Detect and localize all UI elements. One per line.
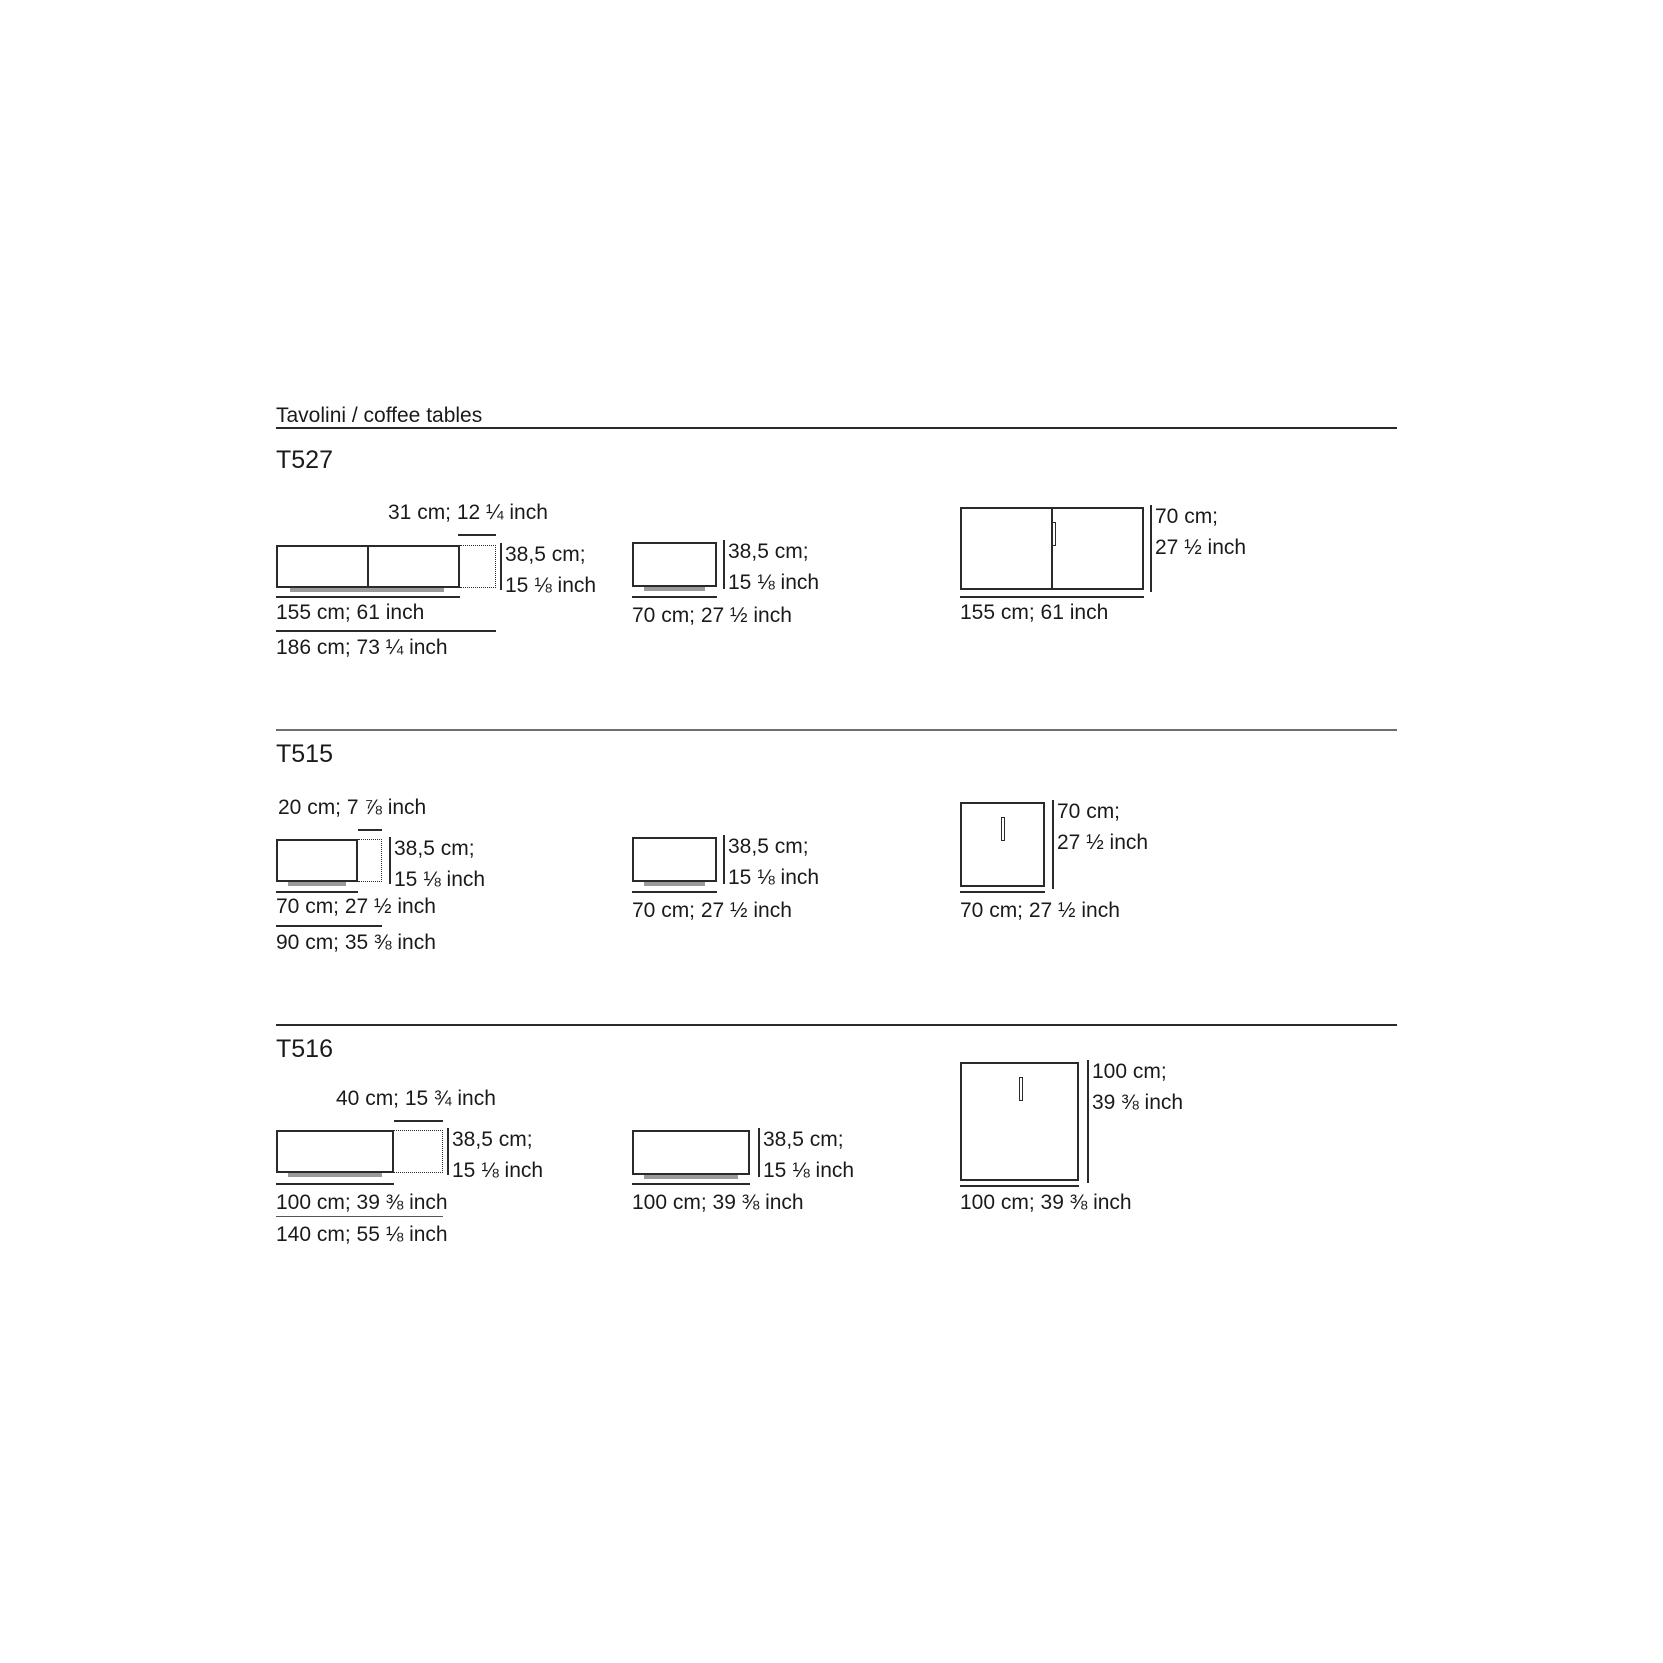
table-base	[290, 588, 444, 592]
depth-label: 70 cm; 27 ½ inch	[632, 604, 792, 627]
height-inch-label: 15 ⅛ inch	[728, 866, 820, 889]
extension-depth-label: 31 cm; 12 ¼ inch	[388, 501, 548, 524]
depth-ruler	[1087, 1060, 1089, 1183]
width-closed-label: 155 cm; 61 inch	[276, 601, 425, 624]
page-title: Tavolini / coffee tables	[276, 404, 483, 427]
handle-icon	[1052, 522, 1056, 546]
height-ruler	[758, 1128, 760, 1177]
width-closed-ruler	[276, 1183, 394, 1185]
model-name: T527	[276, 446, 333, 474]
width-ruler	[960, 891, 1045, 893]
table-front	[632, 542, 717, 587]
table-body	[276, 1130, 394, 1173]
height-inch-label: 15 ⅛ inch	[505, 574, 597, 597]
width-ruler	[960, 1185, 1079, 1187]
extension-ruler	[394, 1120, 443, 1122]
width-open-ruler	[276, 630, 496, 632]
depth-cm-label: 70 cm;	[1057, 800, 1121, 823]
height-cm-label: 38,5 cm;	[763, 1128, 844, 1151]
table-front	[632, 1130, 750, 1175]
model-name: T516	[276, 1035, 333, 1063]
depth-inch-label: 27 ½ inch	[1057, 831, 1149, 854]
width-closed-label: 100 cm; 39 ⅜ inch	[276, 1191, 448, 1214]
width-label: 155 cm; 61 inch	[960, 601, 1109, 624]
height-inch-label: 15 ⅛ inch	[394, 868, 486, 891]
width-ruler	[960, 596, 1144, 598]
width-closed-ruler	[276, 596, 460, 598]
extension-ruler	[358, 829, 382, 831]
model-name: T515	[276, 740, 333, 768]
width-open-label: 140 cm; 55 ⅛ inch	[276, 1223, 448, 1246]
width-label: 70 cm; 27 ½ inch	[960, 899, 1120, 922]
table-front	[632, 837, 717, 882]
depth-ruler	[1052, 800, 1054, 889]
handle-icon	[1001, 817, 1005, 841]
depth-label: 70 cm; 27 ½ inch	[632, 899, 792, 922]
width-closed-ruler	[276, 891, 358, 893]
depth-inch-label: 27 ½ inch	[1155, 536, 1247, 559]
table-top	[960, 802, 1045, 887]
extension-outline	[460, 545, 496, 588]
panel-divider	[367, 545, 369, 588]
height-ruler	[723, 835, 725, 884]
height-inch-label: 15 ⅛ inch	[763, 1159, 855, 1182]
depth-cm-label: 70 cm;	[1155, 505, 1219, 528]
height-cm-label: 38,5 cm;	[452, 1128, 533, 1151]
extension-outline	[394, 1130, 443, 1173]
depth-ruler	[632, 891, 717, 893]
height-inch-label: 15 ⅛ inch	[728, 571, 820, 594]
height-cm-label: 38,5 cm;	[394, 837, 475, 860]
table-body	[276, 839, 358, 882]
depth-inch-label: 39 ⅜ inch	[1092, 1091, 1184, 1114]
height-ruler	[389, 837, 391, 884]
width-open-label: 90 cm; 35 ⅜ inch	[276, 931, 436, 954]
height-cm-label: 38,5 cm;	[505, 543, 586, 566]
panel-divider	[1051, 507, 1053, 590]
depth-label: 100 cm; 39 ⅜ inch	[632, 1191, 804, 1214]
height-ruler	[500, 543, 502, 590]
extension-ruler	[458, 534, 496, 536]
width-label: 100 cm; 39 ⅜ inch	[960, 1191, 1132, 1214]
width-open-label: 186 cm; 73 ¼ inch	[276, 636, 448, 659]
depth-ruler	[632, 1183, 750, 1185]
width-closed-label: 70 cm; 27 ½ inch	[276, 895, 436, 918]
depth-ruler	[1150, 505, 1152, 592]
handle-icon	[1019, 1077, 1023, 1101]
section-divider	[276, 1024, 1397, 1026]
table-base	[288, 1173, 382, 1177]
width-open-ruler	[276, 925, 382, 927]
depth-ruler	[632, 596, 717, 598]
section-divider	[276, 729, 1397, 731]
table-base	[288, 882, 346, 886]
height-ruler	[723, 540, 725, 589]
width-open-ruler	[276, 1216, 443, 1217]
table-base	[644, 1175, 738, 1179]
header-divider	[276, 427, 1397, 429]
extension-depth-label: 20 cm; 7 ⅞ inch	[278, 796, 427, 819]
height-cm-label: 38,5 cm;	[728, 540, 809, 563]
height-cm-label: 38,5 cm;	[728, 835, 809, 858]
height-ruler	[447, 1128, 449, 1175]
extension-depth-label: 40 cm; 15 ¾ inch	[336, 1087, 496, 1110]
table-base	[644, 882, 705, 886]
table-base	[644, 587, 705, 591]
extension-outline	[358, 839, 382, 882]
depth-cm-label: 100 cm;	[1092, 1060, 1167, 1083]
height-inch-label: 15 ⅛ inch	[452, 1159, 544, 1182]
